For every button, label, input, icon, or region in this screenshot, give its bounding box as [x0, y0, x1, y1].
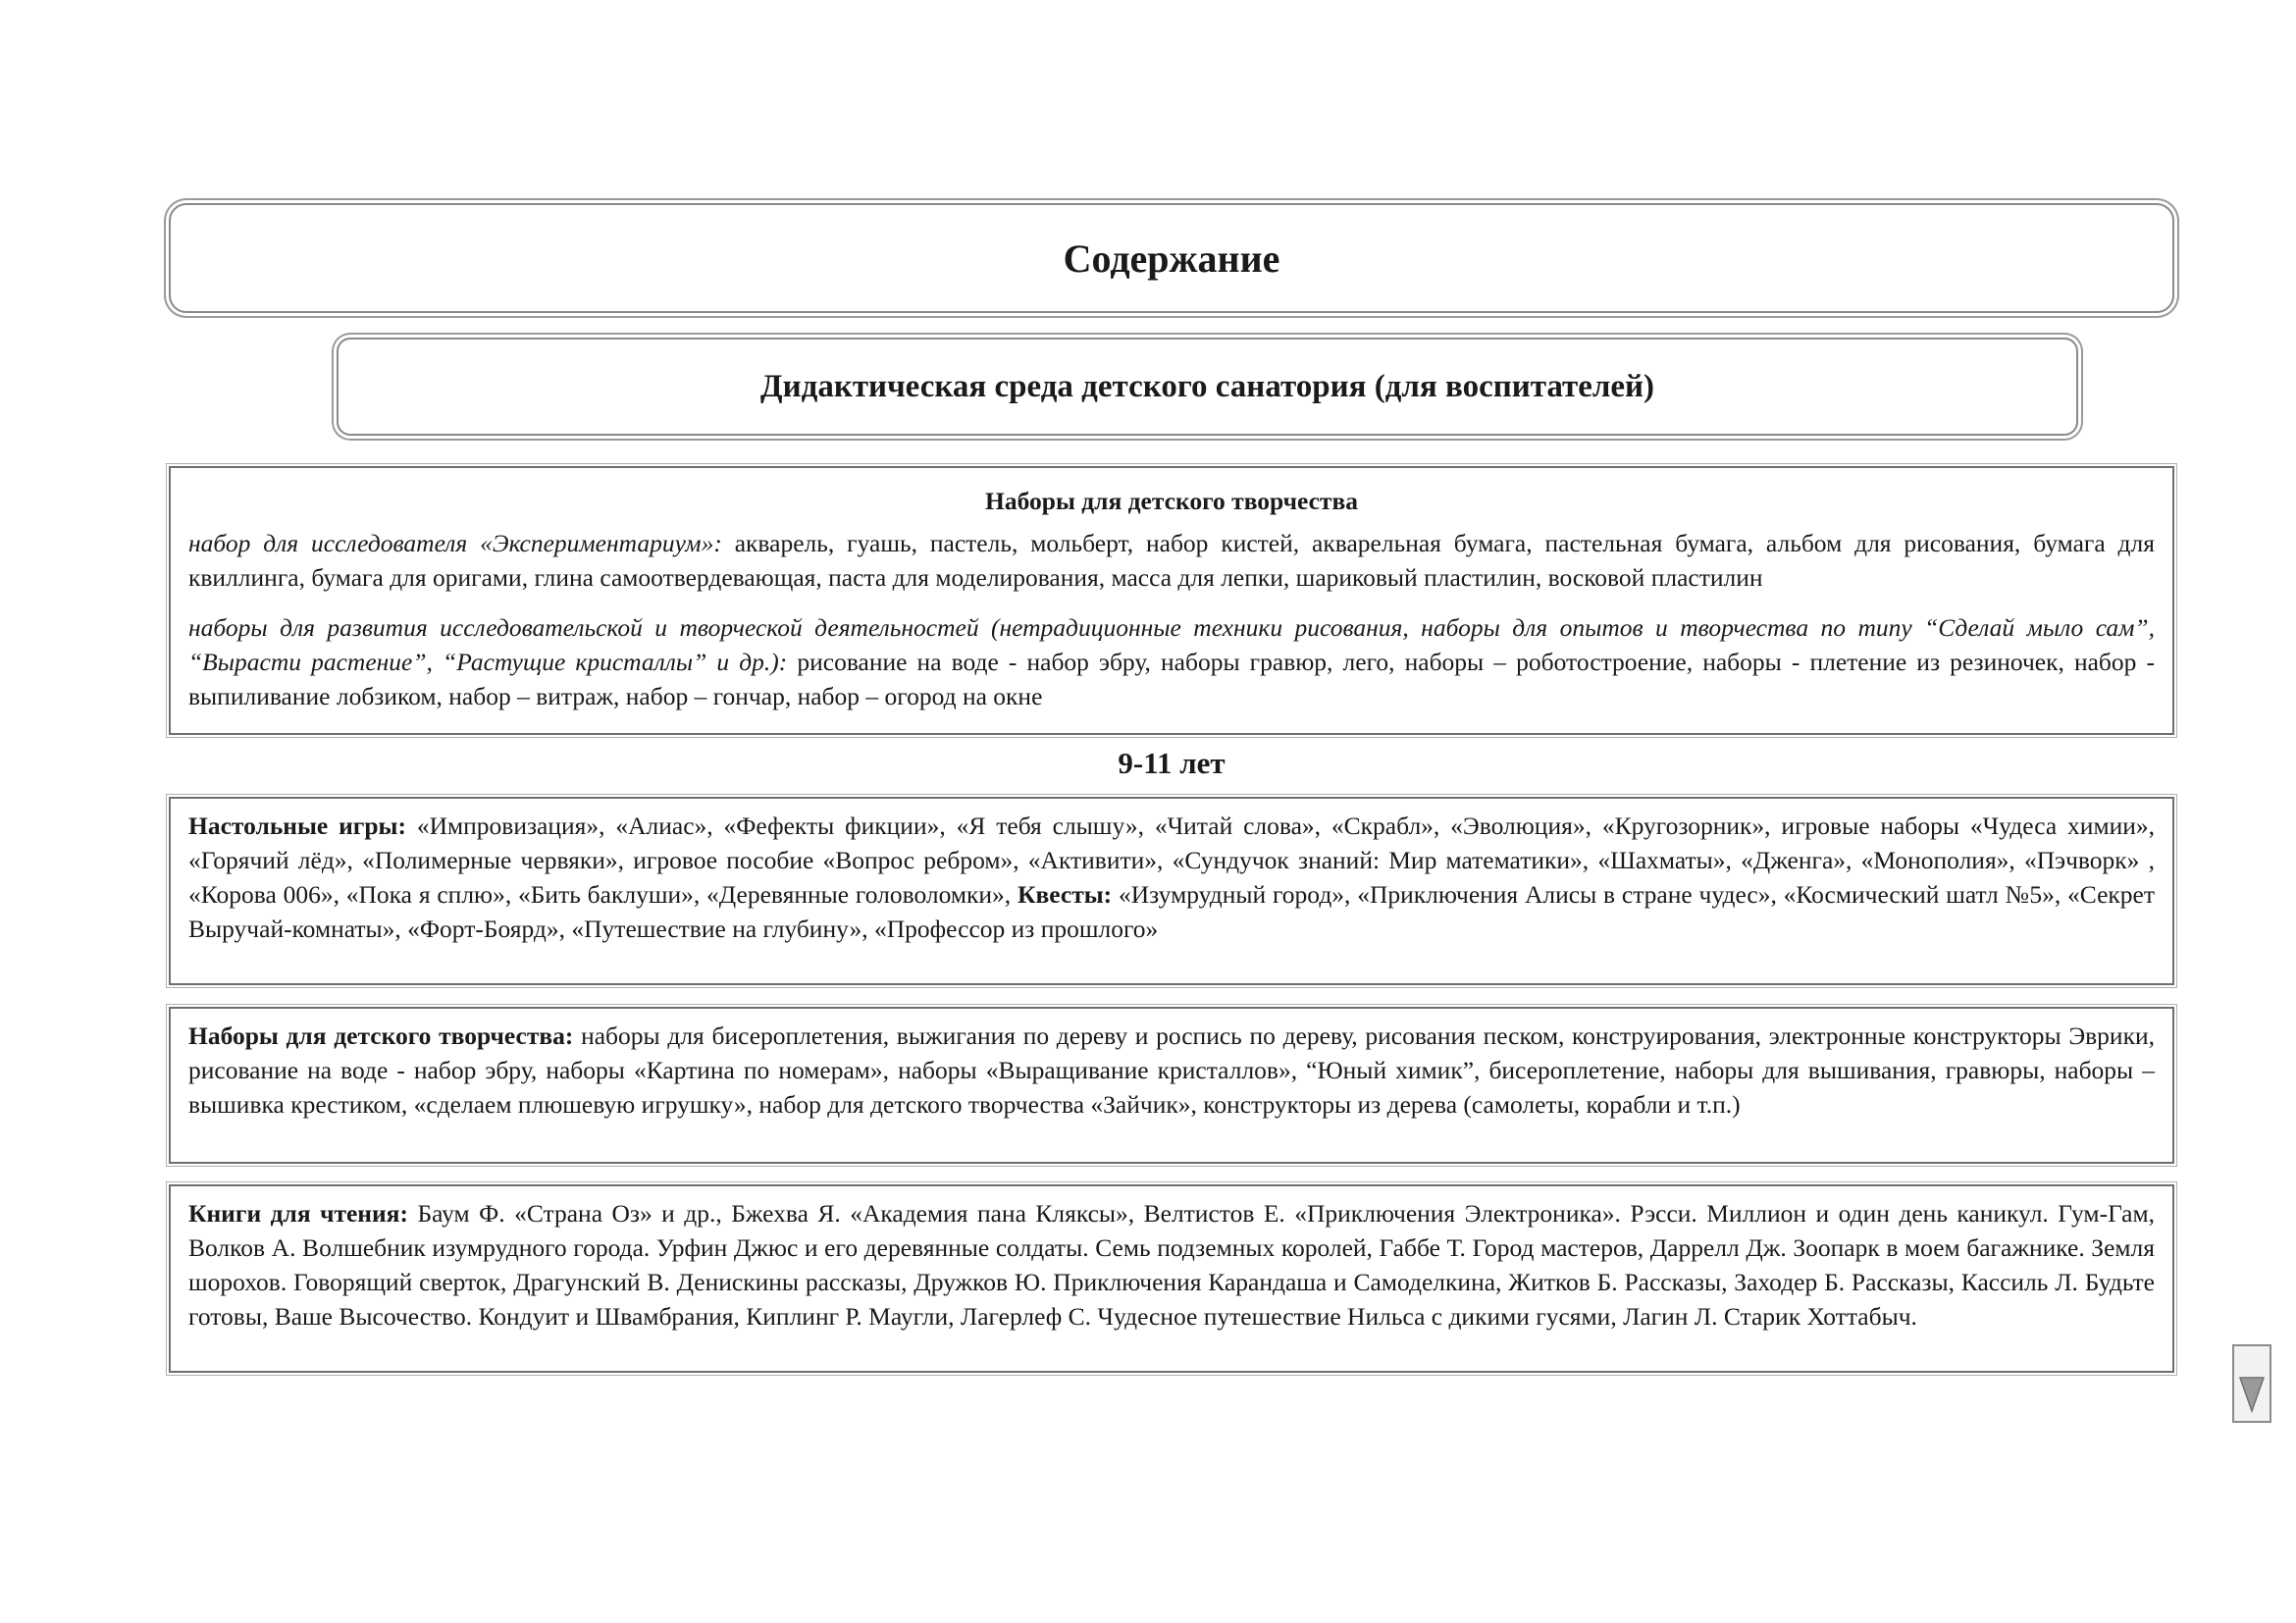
quests-lead: Квесты: — [1018, 880, 1113, 909]
books-list: Баум Ф. «Страна Оз» и др., Бжехва Я. «Академия пана Кляксы», Велтистов Е. «Приключения Электроника». Рэсси. Миллион и один день каникул. Гум-Гам, Волков А. Волшебник изумрудного города. Урфин Джюс и его деревянные солдаты. Семь подземных королей, Габбе Т. Город мастеров, Даррелл Дж. Зоопарк в моем багажнике. Земля шорохов. Говорящий сверток, Драгунский В. Денискины рассказы, Дружков Ю. Приключения Карандаша и Самоделкина, Житков Б. Рассказы, Заходер Б. Рассказы, Кассиль Л. Будьте готовы, Ваше Высочество. Кондуит и Швамбрания, Киплинг Р. Маугли, Лагерлеф С. Чудесное путешествие Нильса с дикими гусями, Лагин Л. Старик Хоттабыч. — [188, 1199, 2156, 1331]
sets-panel — [169, 466, 2174, 735]
sets-item-research-title: наборы для развития исследовательской и творческой деятельностей (нетрадиционные техники рисования, наборы для опытов и творчества по типу “Сделай мыло сам”, “Вырасти растение”, “Растущие кристаллы” и др.): — [188, 613, 2155, 676]
games-list: «Импровизация», «Алиас», «Фефекты фикции», «Я тебя слышу», «Читай слова», «Скрабл», «Эволюция», «Кругозорник», игровые наборы «Чудеса химии», «Горячий лёд», «Полимерные червяки», игровое пособие «Вопрос ребром», «Активити», «Сундучок знаний: Мир математики», «Шахматы», «Дженга», «Монополия», «Пэчворк» , «Корова 006», «Пока я сплю», «Бить баклуши», «Деревянные головоломки», — [188, 812, 2156, 909]
games-lead: Настольные игры: — [188, 812, 406, 840]
creative-text — [188, 1019, 2155, 1122]
page-subtitle: Дидактическая среда детского санатория (для воспитателей) — [759, 368, 1655, 404]
creative-list: наборы для бисероплетения, выжигания по дереву и роспись по дереву, рисования песком, конструирования, электронные конструкторы Эврики, рисование на воде - набор эбру, наборы «Картина по номерам», наборы «Выращивание кристаллов», “Юный химик”, бисероплетение, наборы для вышивания, гравюры, наборы – вышивка крестиком, «сделаем плюшевую игрушку», набор для детского творчества «Зайчик», конструкторы из дерева (самолеты, корабли и т.п.) — [188, 1021, 2155, 1119]
games-text — [188, 809, 2155, 946]
subtitle-box — [337, 338, 2078, 436]
games-panel — [169, 797, 2174, 985]
sets-item-experimentarium — [188, 526, 2155, 595]
sets-item-experimentarium-text: акварель, гуашь, пастель, мольберт, набор кистей, акварельная бумага, пастельная бумага, альбом для рисования, бумага для квиллинга, бумага для оригами, глина самоотвердевающая, паста для моделирования, масса для лепки, шариковый пластилин, восковой пластилин — [188, 529, 2155, 592]
books-lead: Книги для чтения: — [188, 1199, 408, 1228]
age-group-label: 9-11 лет — [1118, 746, 1226, 780]
page-title: Содержание — [1063, 236, 1280, 281]
sets-item-experimentarium-title: набор для исследователя «Экспериментариум»: — [188, 529, 722, 557]
quests-list: «Изумрудный город», «Приключения Алисы в стране чудес», «Космический шатл №5», «Секрет Выручай-комнаты», «Форт-Боярд», «Путешествие на глубину», «Профессор из прошлого» — [188, 880, 2156, 943]
triangle-down-icon — [2238, 1376, 2266, 1413]
scroll-down-button[interactable] — [2232, 1344, 2271, 1423]
creative-lead: Наборы для детского творчества: — [188, 1021, 574, 1050]
books-panel — [169, 1184, 2174, 1373]
title-box — [169, 203, 2174, 313]
creative-panel — [169, 1007, 2174, 1164]
sets-item-research-text: рисование на воде - набор эбру, наборы гравюр, лего, наборы – роботостроение, наборы - плетение из резиночек, набор - выпиливание лобзиком, набор – витраж, набор – гончар, набор – огород на окне — [188, 648, 2155, 710]
sets-panel-heading: Наборы для детского творчества — [985, 487, 1358, 515]
books-text — [188, 1196, 2155, 1334]
sets-item-research — [188, 610, 2155, 713]
